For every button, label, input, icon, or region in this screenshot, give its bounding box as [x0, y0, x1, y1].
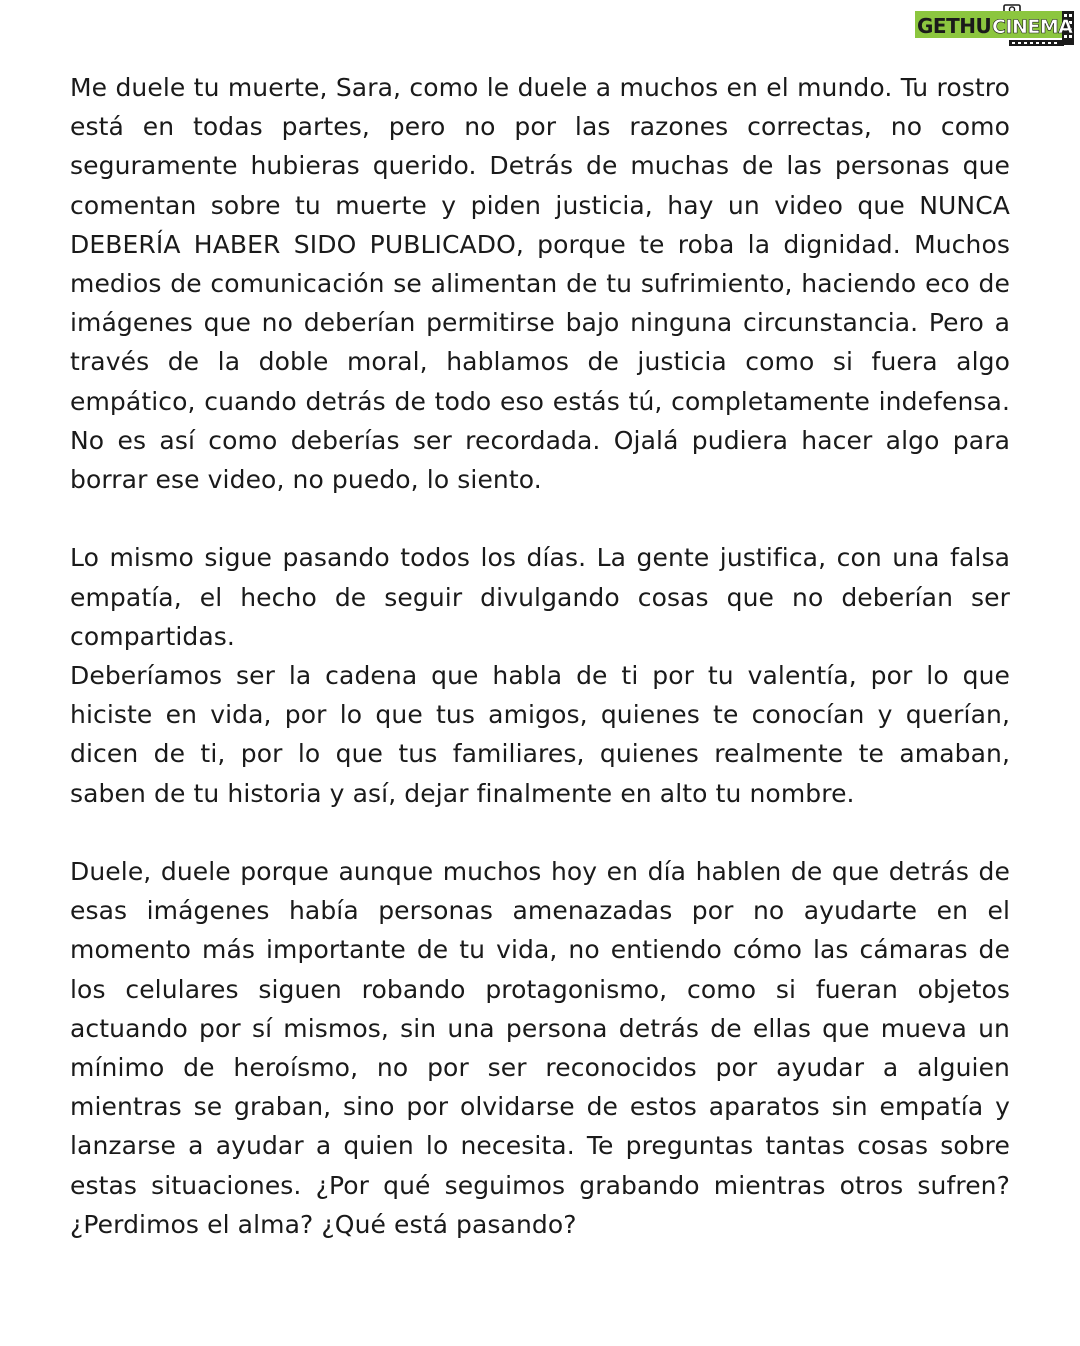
- gethu-cinema-logo: [914, 4, 1076, 48]
- paragraph-2: Lo mismo sigue pasando todos los días. La gente justifica, con una falsa empatía, el hecho de seguir divulgando cosas que no deberían ser compartidas.: [70, 543, 1010, 651]
- paragraph-1: Me duele tu muerte, Sara, como le duele a muchos en el mundo. Tu rostro está en todas partes, pero no por las razones correctas, no como seguramente hubieras querido. Detrás de muchas de las personas que comentan sobre tu muerte y piden justicia, hay un video que NUNCA DEBERÍA HABER SIDO PUBLICADO, porque te roba la dignidad. Muchos medios de comunicación se alimentan de tu sufrimiento, haciendo eco de imágenes que no deberían permitirse bajo ninguna circunstancia. Pero a través de la doble moral, hablamos de justicia como si fuera algo empático, cuando detrás de todo eso estás tú, completamente indefensa. No es así como deberías ser recordada. Ojalá pudiera hacer algo para borrar ese video, no puedo, lo siento.: [70, 73, 1010, 495]
- logo-text-left: GETHU: [917, 14, 992, 38]
- paragraph-3: Deberíamos ser la cadena que habla de ti por tu valentía, por lo que hiciste en vida, por lo que tus amigos, quienes te conocían y querían, dicen de ti, por lo que tus familiares, quienes realmente te amaban, saben de tu historia y así, dejar finalmente en alto tu nombre.: [70, 661, 1010, 808]
- logo-text-right: CINEMA: [992, 16, 1073, 38]
- letter-body: [70, 68, 1010, 1244]
- paragraph-4: Duele, duele porque aunque muchos hoy en día hablen de que detrás de esas imágenes había personas amenazadas por no ayudarte en el momento más importante de tu vida, no entiendo cómo las cámaras de los celulares siguen robando protagonismo, como si fueran objetos actuando por sí mismos, sin una persona detrás de ellas que mueva un mínimo de heroísmo, no por ser reconocidos por ayudar a alguien mientras se graban, sino por olvidarse de estos aparatos sin empatía y lanzarse a ayudar a quien lo necesita. Te preguntas tantas cosas sobre estas situaciones. ¿Por qué seguimos grabando mientras otros sufren? ¿Perdimos el alma? ¿Qué está pasando?: [70, 857, 1010, 1239]
- logo-graphic: [914, 4, 1076, 48]
